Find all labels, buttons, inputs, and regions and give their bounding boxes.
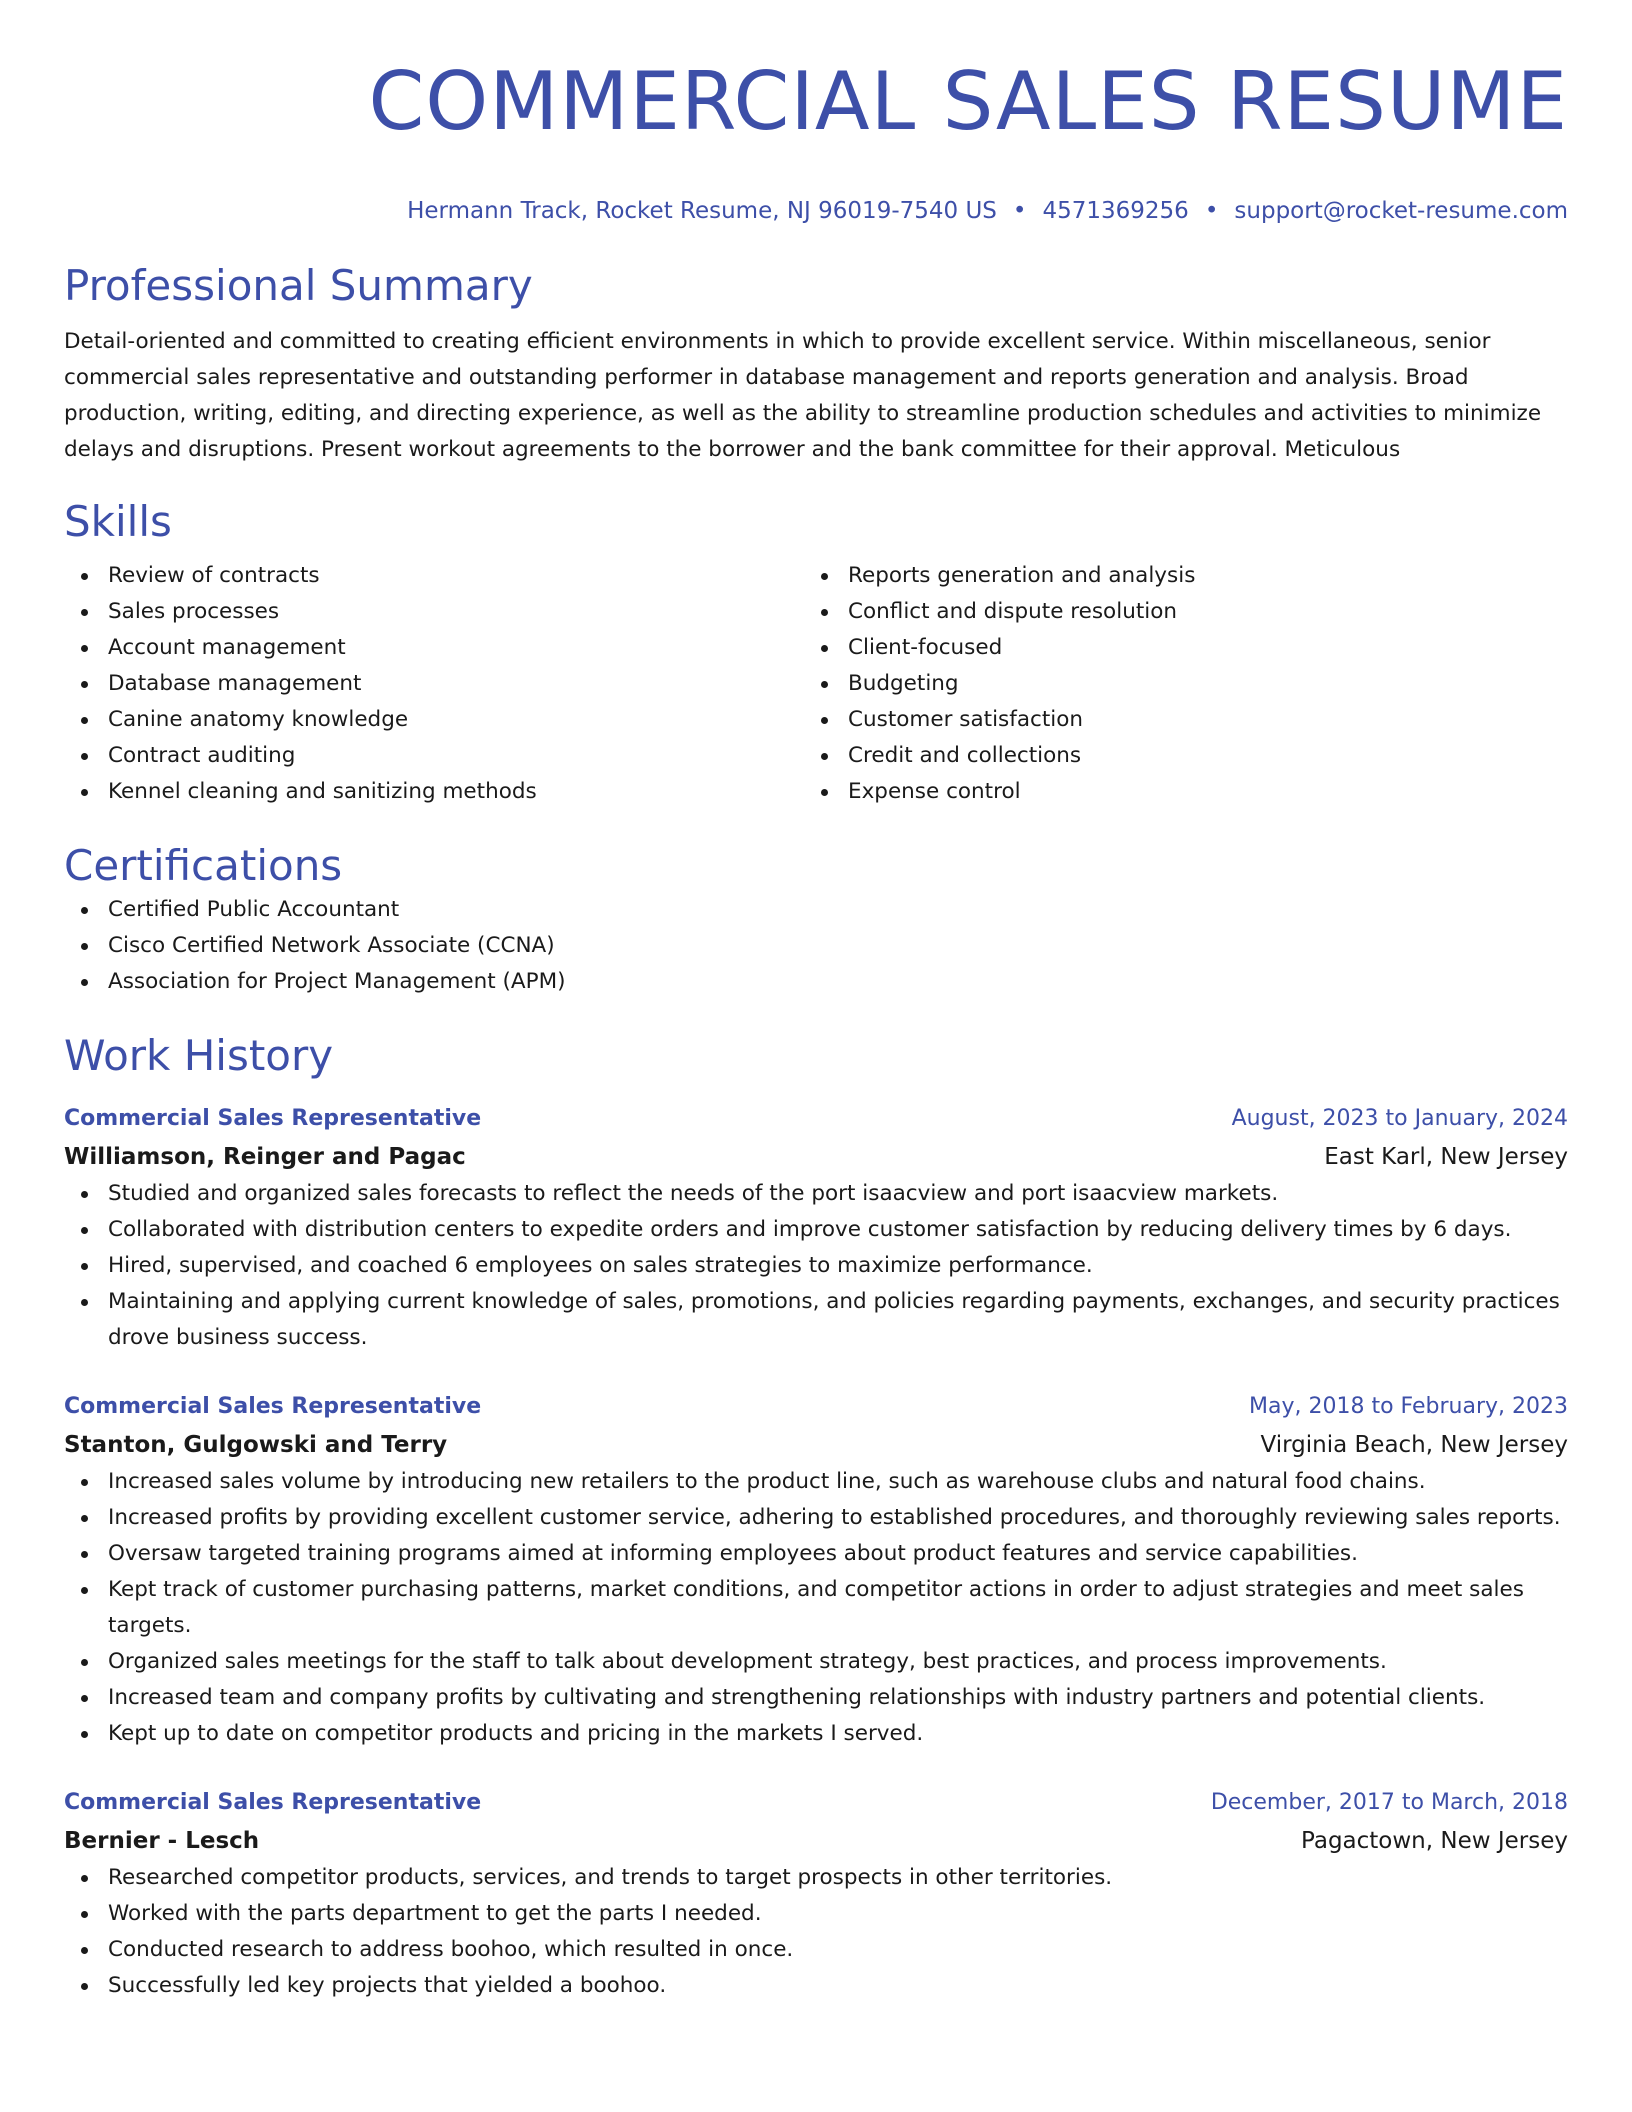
skills-list-right bbox=[804, 558, 1544, 810]
job-duty-item: Researched competitor products, services, and trends to target prospects in other territories. bbox=[64, 1860, 1568, 1896]
job-company-row bbox=[64, 1822, 1568, 1860]
skills-heading: Skills bbox=[64, 497, 172, 546]
skill-item: Client-focused bbox=[804, 630, 1544, 666]
job-company: Bernier - Lesch bbox=[64, 1828, 260, 1854]
job-duties-list bbox=[64, 1464, 1568, 1752]
job-company: Williamson, Reinger and Pagac bbox=[64, 1144, 466, 1170]
skill-item: Reports generation and analysis bbox=[804, 558, 1544, 594]
job-location: Virginia Beach, New Jersey bbox=[1260, 1432, 1568, 1458]
job-duty-item: Oversaw targeted training programs aimed at informing employees about product features and service capabilities. bbox=[64, 1536, 1568, 1572]
job-duty-item: Collaborated with distribution centers to expedite orders and improve customer satisfaction by reducing delivery times by 6 days. bbox=[64, 1212, 1568, 1248]
job-duty-item: Worked with the parts department to get the parts I needed. bbox=[64, 1896, 1568, 1932]
job-duty-item: Conducted research to address boohoo, which resulted in once. bbox=[64, 1932, 1568, 1968]
job-company-row bbox=[64, 1426, 1568, 1464]
job-title-row bbox=[64, 1388, 1568, 1426]
skill-item: Database management bbox=[64, 666, 804, 702]
skill-item: Credit and collections bbox=[804, 738, 1544, 774]
job-title-row bbox=[64, 1100, 1568, 1138]
job-title: Commercial Sales Representative bbox=[64, 1106, 482, 1131]
skills-column-right bbox=[804, 558, 1544, 810]
skill-item: Customer satisfaction bbox=[804, 702, 1544, 738]
job-company-row bbox=[64, 1138, 1568, 1176]
skill-item: Expense control bbox=[804, 774, 1544, 810]
skill-item: Canine anatomy knowledge bbox=[64, 702, 804, 738]
skills-list-left bbox=[64, 558, 804, 810]
job-title: Commercial Sales Representative bbox=[64, 1790, 482, 1815]
job-duty-item: Successfully led key projects that yielded a boohoo. bbox=[64, 1968, 1568, 2004]
job-dates: May, 2018 to February, 2023 bbox=[1249, 1394, 1568, 1419]
job-duty-item: Increased profits by providing excellent customer service, adhering to established procedures, and thoroughly reviewing sales reports. bbox=[64, 1500, 1568, 1536]
contact-line bbox=[64, 196, 1568, 226]
skills-grid bbox=[64, 558, 1568, 810]
certification-item: Certified Public Accountant bbox=[64, 892, 1568, 928]
certifications-list bbox=[64, 892, 1568, 1000]
job-entry bbox=[64, 1388, 1568, 1752]
certification-item: Association for Project Management (APM) bbox=[64, 964, 1568, 1000]
job-company: Stanton, Gulgowski and Terry bbox=[64, 1432, 448, 1458]
job-location: East Karl, New Jersey bbox=[1324, 1144, 1568, 1170]
contact-separator: • bbox=[1204, 198, 1219, 224]
contact-separator: • bbox=[1012, 198, 1027, 224]
resume-title: COMMERCIAL SALES RESUME bbox=[368, 55, 1568, 148]
skill-item: Sales processes bbox=[64, 594, 804, 630]
job-duty-item: Kept up to date on competitor products and pricing in the markets I served. bbox=[64, 1716, 1568, 1752]
certifications-heading: Certifications bbox=[64, 841, 343, 890]
job-entry bbox=[64, 1100, 1568, 1356]
job-entry bbox=[64, 1784, 1568, 2004]
job-duty-item: Studied and organized sales forecasts to reflect the needs of the port isaacview and port isaacview markets. bbox=[64, 1176, 1568, 1212]
certification-item: Cisco Certified Network Associate (CCNA) bbox=[64, 928, 1568, 964]
skill-item: Contract auditing bbox=[64, 738, 804, 774]
summary-text: Detail-oriented and committed to creating efficient environments in which to provide excellent service. Within miscellaneous, senior commercial sales representative and outstanding performer in database management and reports generation and analysis. Broad production, writing, editing, and directing experience, as well as the ability to streamline production schedules and activities to minimize delays and disruptions. Present workout agreements to the borrower and the bank committee for their approval. Meticulous bbox=[64, 329, 1542, 462]
job-duty-item: Kept track of customer purchasing patterns, market conditions, and competitor actions in order to adjust strategies and meet sales targets. bbox=[64, 1572, 1568, 1644]
summary-heading: Professional Summary bbox=[64, 261, 533, 310]
contact-address: Hermann Track, Rocket Resume, NJ 96019-7540 US bbox=[407, 198, 997, 224]
job-dates: August, 2023 to January, 2024 bbox=[1231, 1106, 1568, 1131]
skill-item: Review of contracts bbox=[64, 558, 804, 594]
contact-email: support@rocket-resume.com bbox=[1234, 198, 1568, 224]
job-title: Commercial Sales Representative bbox=[64, 1394, 482, 1419]
skills-column-left bbox=[64, 558, 804, 810]
job-duties-list bbox=[64, 1176, 1568, 1356]
job-duty-item: Organized sales meetings for the staff to talk about development strategy, best practices, and process improvements. bbox=[64, 1644, 1568, 1680]
skill-item: Conflict and dispute resolution bbox=[804, 594, 1544, 630]
skill-item: Budgeting bbox=[804, 666, 1544, 702]
job-dates: December, 2017 to March, 2018 bbox=[1210, 1790, 1568, 1815]
job-duty-item: Hired, supervised, and coached 6 employees on sales strategies to maximize performance. bbox=[64, 1248, 1568, 1284]
job-duty-item: Increased sales volume by introducing new retailers to the product line, such as warehouse clubs and natural food chains. bbox=[64, 1464, 1568, 1500]
job-title-row bbox=[64, 1784, 1568, 1822]
job-duty-item: Increased team and company profits by cultivating and strengthening relationships with industry partners and potential clients. bbox=[64, 1680, 1568, 1716]
job-location: Pagactown, New Jersey bbox=[1301, 1828, 1568, 1854]
work-history-heading: Work History bbox=[64, 1031, 334, 1080]
job-duties-list bbox=[64, 1860, 1568, 2004]
contact-phone: 4571369256 bbox=[1042, 198, 1189, 224]
job-duty-item: Maintaining and applying current knowledge of sales, promotions, and policies regarding payments, exchanges, and security practices drove business success. bbox=[64, 1284, 1568, 1356]
skill-item: Kennel cleaning and sanitizing methods bbox=[64, 774, 804, 810]
skill-item: Account management bbox=[64, 630, 804, 666]
